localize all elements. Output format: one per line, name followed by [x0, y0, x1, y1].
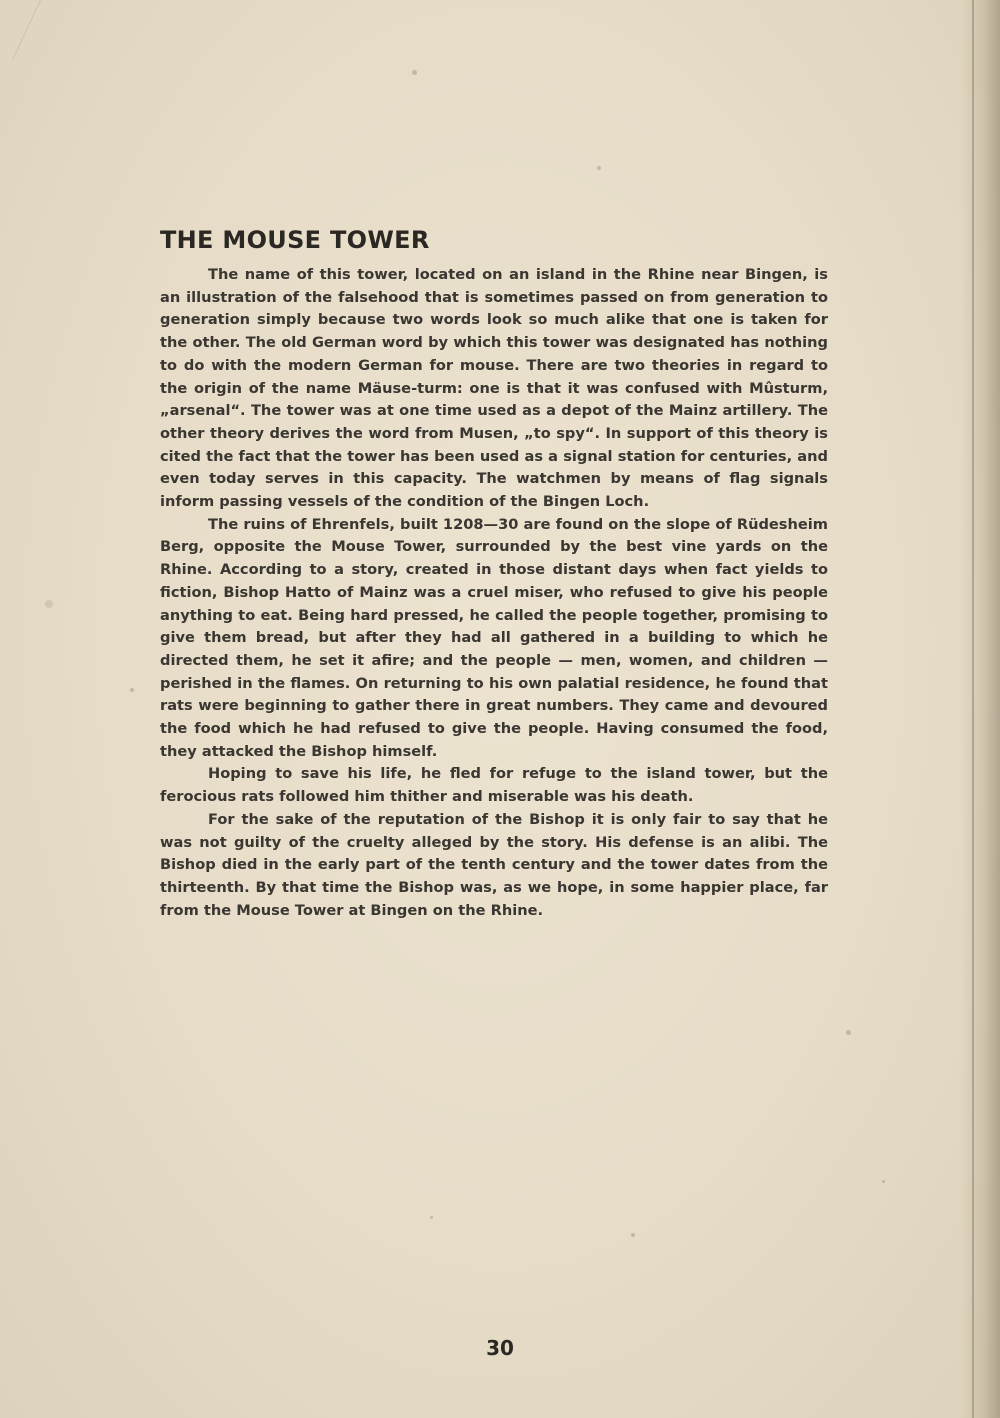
page-corner-fold — [0, 0, 41, 60]
paper-speck — [846, 1030, 851, 1035]
paper-speck — [130, 688, 134, 692]
paper-speck — [412, 70, 417, 75]
paper-speck — [597, 166, 601, 170]
binding-edge — [972, 0, 974, 1418]
article — [160, 224, 828, 922]
page-number: 30 — [486, 1336, 514, 1360]
article-paragraph: The name of this tower, located on an island in the Rhine near Bingen, is an illustration of the falsehood that is sometimes passed on from generation to generation simply because two words look so much alike that one is taken for the other. The old German word by which this tower was designated has nothing to do with the modern German for mouse. There are two theories in regard to the origin of the name Mäuse-turm: one is that it was confused with Mûsturm, „arsenal“. The tower was at one time used as a depot of the Mainz artillery. The other theory derives the word from Musen, „to spy“. In support of this theory is cited the fact that the tower has been used as a signal station for centuries, and even today serves in this capacity. The watchmen by means of flag signals inform passing vessels of the condition of the Bingen Loch. — [160, 266, 828, 511]
article-paragraph: Hoping to save his life, he fled for refuge to the island tower, but the ferocious rats followed him thither and miserable was his death. — [160, 765, 828, 806]
binding-shadow — [960, 0, 1000, 1418]
article-title: THE MOUSE TOWER — [160, 226, 430, 254]
article-paragraph: The ruins of Ehrenfels, built 1208—30 are found on the slope of Rüdesheim Berg, opposite the Mouse Tower, surrounded by the best vine yards on the Rhine. According to a story, created in those distant days when fact yields to fiction, Bishop Hatto of Mainz was a cruel miser, who refused to give his people anything to eat. Being hard pressed, he called the people together, promising to give them bread, but after they had all gathered in a building to which he directed them, he set it afire; and the people — men, women, and children — perished in the flames. On returning to his own palatial residence, he found that rats were beginning to gather there in great numbers. They came and devoured the food which he had refused to give the people. Having consumed the food, they attacked the Bishop himself. — [160, 515, 828, 760]
paper-speck — [430, 1216, 433, 1219]
paper-speck — [631, 1233, 635, 1237]
paper-speck — [882, 1180, 885, 1183]
article-paragraph: For the sake of the reputation of the Bishop it is only fair to say that he was not guilty of the cruelty alleged by the story. His defense is an alibi. The Bishop died in the early part of the tenth century and the tower dates from the thirteenth. By that time the Bishop was, as we hope, in some happier place, far from the Mouse Tower at Bingen on the Rhine. — [160, 810, 828, 919]
paper-speck — [45, 600, 53, 608]
